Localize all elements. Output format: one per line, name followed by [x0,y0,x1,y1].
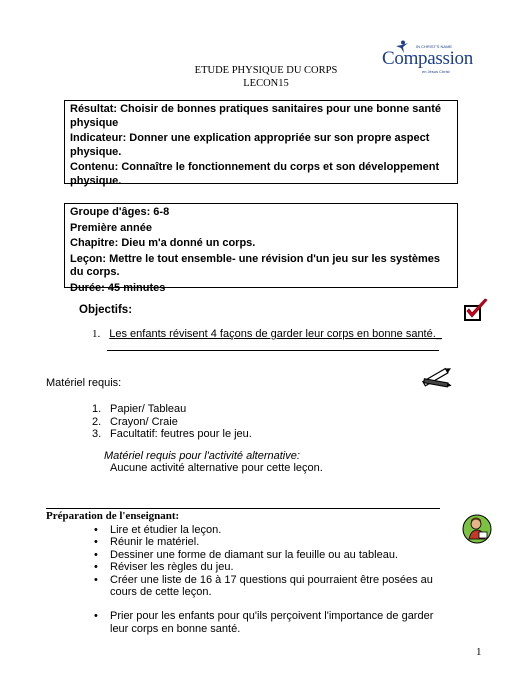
preparation-text: Lire et étudier la leçon. [110,524,222,536]
preparation-item [94,574,434,599]
materiel-item [92,428,252,441]
duree-text: Durée: 45 minutes [70,281,166,294]
bullet: • [94,536,98,549]
bullet: • [94,610,98,623]
materiel-text: Facultatif: feutres pour le jeu. [110,428,252,440]
materiel-text: Papier/ Tableau [110,403,187,415]
preparation-text: Prier pour les enfants pour qu'ils perçoivent l'importance de garder leur corps en bonne santé. [110,610,434,635]
page-number: 1 [476,646,482,658]
title-line-1: ETUDE PHYSIQUE DU CORPS [194,65,338,76]
materiel-number: 1. [92,403,102,415]
groupe-text: Groupe d'âges: 6-8 [70,206,170,218]
materiel-list [92,403,252,441]
materiel-number: 3. [92,428,102,440]
compassion-logo [380,40,476,76]
alternative-text: Aucune activité alternative pour cette leçon. [110,462,323,474]
preparation-item [94,561,434,573]
materiel-item [92,416,252,429]
lesson-outcomes-box [64,100,458,187]
preparation-divider [46,508,440,509]
preparation-item [94,536,434,548]
logo-tagline-bottom: en Jésus Christ [422,69,450,74]
preparation-heading: Préparation de l'enseignant: [46,510,180,522]
lesson-info-box [64,203,458,294]
materiel-heading: Matériel requis: [46,377,122,389]
objectif-underline [107,350,439,351]
preparation-item [94,524,434,536]
alternative-heading: Matériel requis pour l'activité alternative: [104,450,300,462]
preparation-list [94,524,434,635]
preparation-item [94,610,434,635]
preparation-text: Dessiner une forme de diamant sur la feuille ou au tableau. [110,548,399,561]
objectifs-heading: Objectifs: [79,304,133,316]
objectif-number: 1. [92,328,101,340]
resultat-text: Résultat: Choisir de bonnes pratiques sanitaires pour une bonne santé physique [70,103,442,129]
contenu-text: Contenu: Connaître le fonctionnement du corps et son développement physique. [70,161,440,187]
materiel-item [92,403,252,416]
chapitre-text: Chapitre: Dieu m'a donné un corps. [70,237,256,249]
preparation-text: Réviser les règles du jeu. [110,561,234,574]
pencils-icon [420,366,454,390]
checkbox-check-icon [463,298,489,324]
bullet: • [94,561,98,574]
materiel-text: Crayon/ Craie [110,415,178,428]
objectif-item [92,328,442,340]
lecon-text: Leçon: Mettre le tout ensemble- une révision d'un jeu sur les systèmes du corps. [70,252,440,278]
preparation-text: Créer une liste de 16 à 17 questions qui pourraient être posées au cours de cette leçon. [110,573,433,599]
bullet: • [94,524,98,536]
logo-wordmark: Compassion [382,48,473,69]
logo-tagline-top: IN CHRIST'S NAME [416,44,453,49]
preparation-text: Réunir le matériel. [110,536,200,549]
bullet: • [94,548,98,561]
title-line-2: LECON15 [243,78,289,89]
objectif-text: Les enfants révisent 4 façons de garder leur corps en bonne santé._ [109,328,442,340]
indicateur-text: Indicateur: Donner une explication appropriée sur son propre aspect physique. [70,132,430,158]
teacher-icon [462,513,492,545]
materiel-number: 2. [92,415,102,428]
bullet: • [94,573,98,586]
annee-text: Première année [70,221,152,234]
preparation-item [94,549,434,561]
